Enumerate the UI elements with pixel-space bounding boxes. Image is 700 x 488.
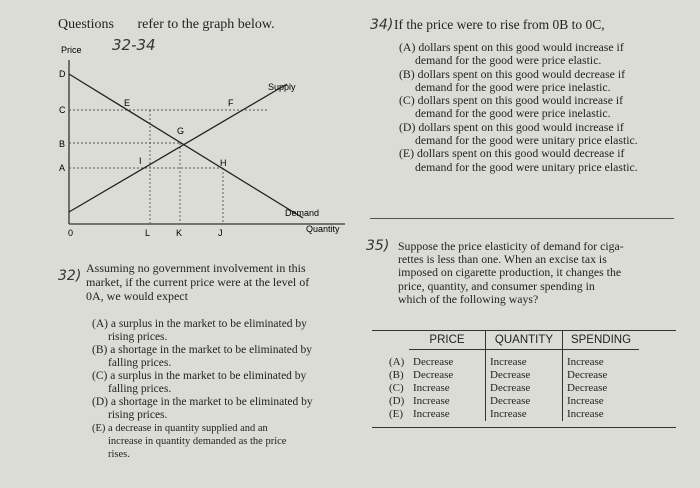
cell-spending: Increase bbox=[567, 356, 604, 368]
price-level-d: D bbox=[59, 69, 66, 79]
cell-quantity: Increase bbox=[486, 350, 563, 370]
q35-stem-line: Suppose the price elasticity of demand for ciga- bbox=[398, 239, 624, 253]
row-label: (E) bbox=[389, 408, 404, 420]
supply-demand-graph bbox=[55, 40, 355, 245]
q32-option-b[interactable] bbox=[92, 344, 354, 370]
table-row[interactable] bbox=[385, 408, 639, 421]
q35-stem-line: imposed on cigarette production, it changes the bbox=[398, 265, 622, 280]
demand-label: Demand bbox=[285, 208, 320, 218]
q35-stem-line: rettes is less than one. When an excise tax is bbox=[398, 252, 607, 267]
tick-l: L bbox=[145, 228, 151, 238]
table-row[interactable] bbox=[385, 395, 639, 408]
table-header-row bbox=[385, 331, 639, 350]
option-text: demand for the good were unitary price elastic. bbox=[415, 133, 638, 148]
q34-number: 34) bbox=[370, 17, 394, 33]
row-label: (B) bbox=[389, 369, 404, 381]
quantity-axis-label: Quantity bbox=[306, 224, 340, 234]
q32-stem-line: market, if the current price were at the level of bbox=[86, 275, 310, 289]
tick-k: K bbox=[176, 228, 183, 238]
q34-options bbox=[399, 41, 669, 174]
row-label: (D) bbox=[389, 395, 405, 407]
cell-spending: Increase bbox=[567, 395, 604, 407]
option-text: demand for the good were price inelastic. bbox=[415, 106, 611, 121]
cell-spending: Decrease bbox=[567, 382, 608, 394]
option-text: falling prices. bbox=[108, 357, 172, 369]
point-i: I bbox=[139, 156, 142, 166]
cell-quantity: Increase bbox=[486, 408, 563, 421]
heading-rest: refer to the graph below. bbox=[137, 17, 275, 32]
table-row[interactable] bbox=[385, 350, 639, 370]
worksheet-heading bbox=[58, 17, 275, 33]
row-label: (A) bbox=[389, 355, 405, 368]
cell-quantity: Decrease bbox=[486, 369, 563, 382]
option-text: (E) a decrease in quantity supplied and an bbox=[92, 423, 268, 434]
section-divider bbox=[370, 218, 674, 219]
cell-price: Decrease bbox=[413, 369, 454, 381]
q32-stem bbox=[86, 261, 348, 303]
table-row[interactable] bbox=[385, 382, 639, 395]
cell-price: Increase bbox=[413, 408, 450, 420]
q35-stem-line: which of the following ways? bbox=[398, 291, 539, 306]
handwritten-range: 32-34 bbox=[112, 36, 156, 54]
point-g: G bbox=[177, 126, 185, 136]
option-text: demand for the good were unitary price elastic. bbox=[415, 159, 638, 174]
col-spending: SPENDING bbox=[563, 331, 640, 350]
option-text: (A) dollars spent on this good would increase if bbox=[399, 40, 624, 54]
q35-stem-line: price, quantity, and consumer spending in bbox=[398, 278, 595, 293]
q32-stem-line: Assuming no government involvement in this bbox=[86, 261, 306, 275]
option-text: demand for the good were price elastic. bbox=[415, 53, 602, 68]
supply-curve bbox=[69, 84, 287, 212]
q35-table-bottom-rule bbox=[372, 427, 676, 428]
option-text: (A) a surplus in the market to be eliminated by bbox=[92, 318, 307, 330]
q32-number: 32) bbox=[58, 268, 82, 284]
tick-j: J bbox=[218, 228, 223, 238]
cell-quantity: Decrease bbox=[486, 382, 563, 395]
q34-option-e[interactable] bbox=[399, 147, 669, 174]
q32-stem-line: 0A, we would expect bbox=[86, 289, 188, 303]
q32-option-a[interactable] bbox=[92, 318, 354, 344]
option-text: (C) dollars spent on this good would increase if bbox=[399, 93, 624, 108]
q34-option-c[interactable] bbox=[399, 94, 669, 121]
q34-option-d[interactable] bbox=[399, 121, 669, 148]
heading-questions: Questions bbox=[58, 17, 114, 32]
cell-price: Increase bbox=[413, 382, 450, 394]
cell-quantity: Decrease bbox=[486, 395, 563, 408]
q34-stem: If the price were to rise from 0B to 0C, bbox=[394, 17, 605, 32]
option-text: (D) a shortage in the market to be eliminated by bbox=[92, 396, 313, 408]
q32-options bbox=[92, 318, 354, 461]
table-row[interactable] bbox=[385, 369, 639, 382]
option-text: demand for the good were price inelastic. bbox=[415, 79, 611, 94]
col-price: PRICE bbox=[409, 331, 486, 350]
option-text: increase in quantity demanded as the price bbox=[108, 436, 287, 447]
option-text: (D) dollars spent on this good would increase if bbox=[399, 119, 624, 134]
cell-spending: Increase bbox=[567, 408, 604, 420]
col-quantity: QUANTITY bbox=[486, 331, 563, 350]
q34-option-b[interactable] bbox=[399, 68, 669, 95]
option-text: (B) dollars spent on this good would decrease if bbox=[399, 66, 626, 81]
q34-option-a[interactable] bbox=[399, 41, 669, 68]
option-text: rises. bbox=[108, 449, 130, 460]
supply-label: Supply bbox=[268, 82, 296, 92]
option-text: rising prices. bbox=[108, 331, 168, 343]
option-text: rising prices. bbox=[108, 409, 168, 421]
option-text: (B) a shortage in the market to be eliminated by bbox=[92, 344, 313, 356]
q35-answer-table bbox=[385, 331, 639, 421]
option-text: (E) dollars spent on this good would decrease if bbox=[399, 146, 625, 161]
q32-option-e[interactable] bbox=[92, 422, 354, 461]
point-e: E bbox=[124, 98, 131, 108]
origin-label: 0 bbox=[68, 228, 74, 238]
option-text: (C) a surplus in the market to be eliminated by bbox=[92, 370, 307, 382]
q32-option-d[interactable] bbox=[92, 396, 354, 422]
cell-spending: Decrease bbox=[567, 369, 608, 381]
price-level-b: B bbox=[59, 139, 66, 149]
q35-stem bbox=[398, 240, 672, 306]
q32-option-c[interactable] bbox=[92, 370, 354, 396]
price-axis-label: Price bbox=[61, 45, 82, 55]
point-h: H bbox=[220, 158, 227, 168]
row-label: (C) bbox=[389, 382, 404, 394]
point-f: F bbox=[228, 98, 234, 108]
price-level-a: A bbox=[59, 163, 66, 173]
col-label bbox=[385, 331, 409, 350]
cell-price: Increase bbox=[413, 395, 450, 407]
cell-price: Decrease bbox=[413, 356, 454, 368]
option-text: falling prices. bbox=[108, 383, 172, 395]
q35-number: 35) bbox=[366, 238, 390, 254]
price-level-c: C bbox=[59, 105, 66, 115]
